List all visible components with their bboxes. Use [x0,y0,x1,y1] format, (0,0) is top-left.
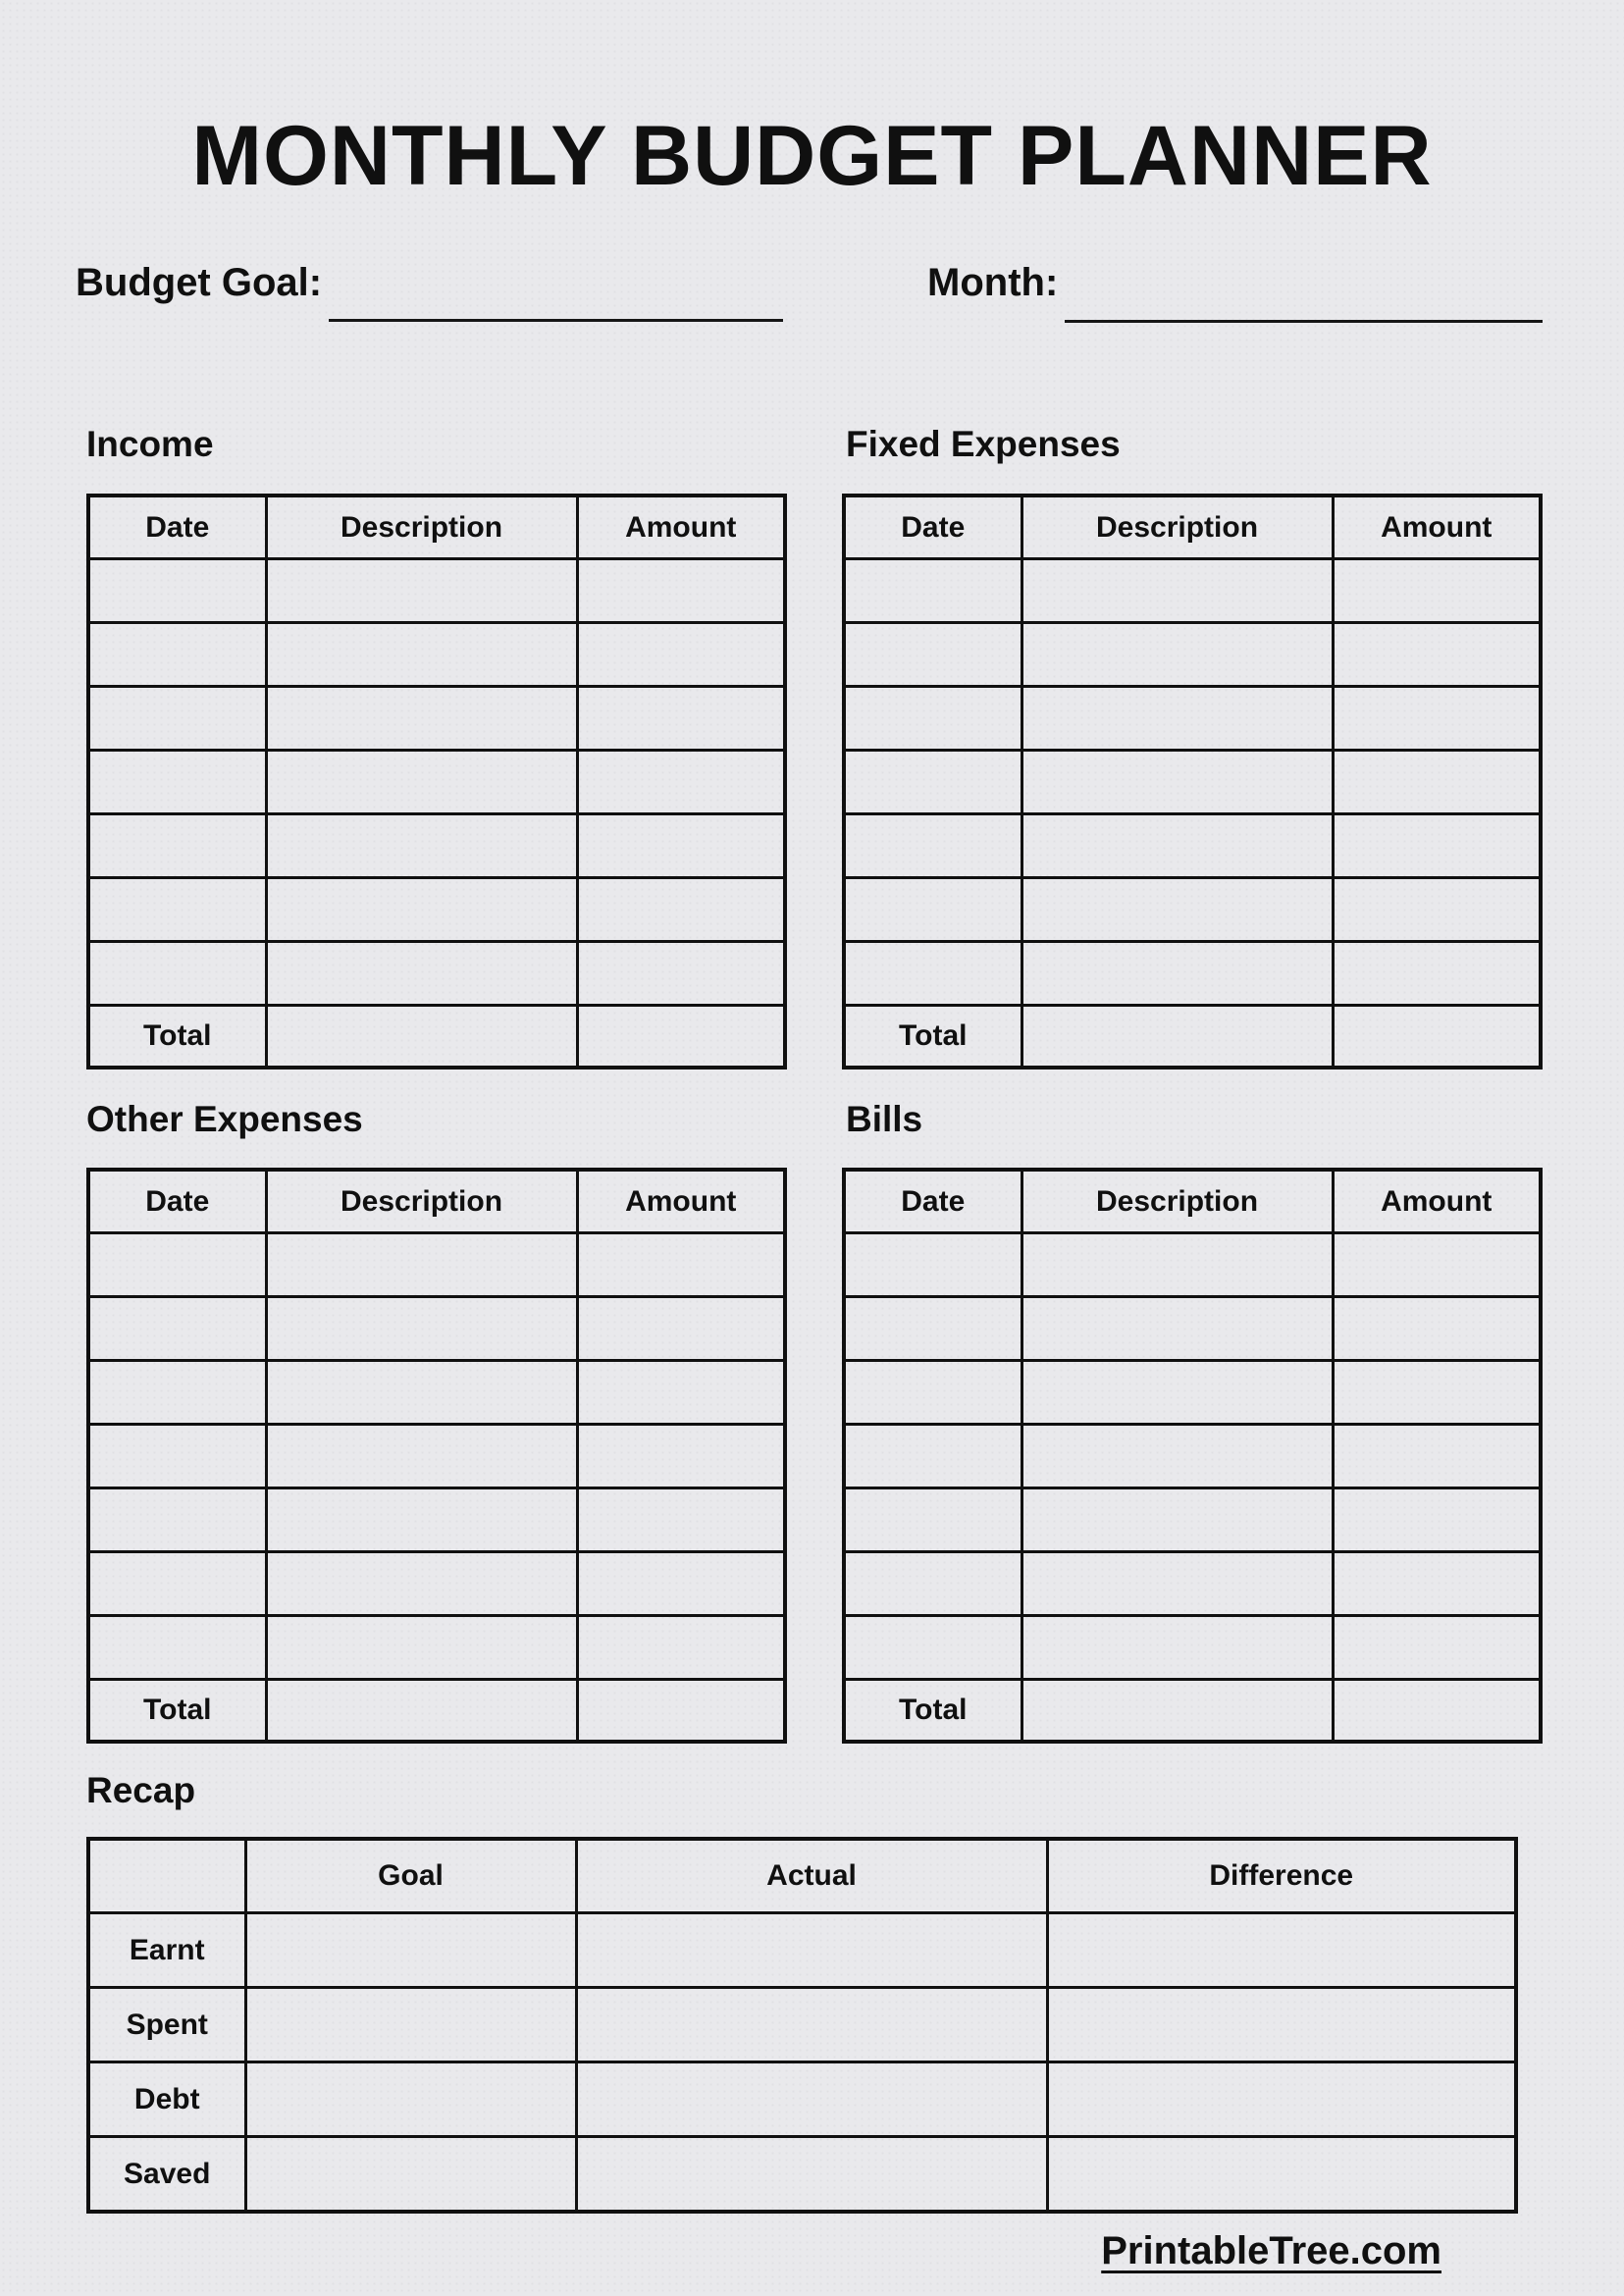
footer-site-link[interactable]: PrintableTree.com [1101,2229,1441,2272]
other-expenses-blank-cell [577,1297,785,1361]
other-expenses-blank-cell [577,1488,785,1552]
fixed-expenses-blank-cell [844,623,1022,687]
fixed-expenses-blank-row [844,751,1541,814]
income-blank-cell [88,559,266,623]
fixed-expenses-blank-cell [844,687,1022,751]
recap-row-earnt [88,1913,1516,1988]
bills-blank-row [844,1361,1541,1425]
bills-total-amount-cell [1333,1680,1541,1743]
bills-table-mount [842,1168,1543,1744]
budget-goal-fill-in-line [329,319,783,322]
recap-actual-blank-cell [576,2062,1047,2137]
recap-row-saved [88,2137,1516,2213]
bills-blank-row [844,1297,1541,1361]
income-total-row [88,1006,785,1069]
other-expenses-blank-row [88,1361,785,1425]
fixed-expenses-blank-cell [1333,878,1541,942]
income-blank-row [88,559,785,623]
other-expenses-blank-cell [88,1616,266,1680]
fixed-expenses-blank-cell [1022,878,1333,942]
column-header-description: Description [1022,496,1333,559]
bills-blank-cell [1022,1488,1333,1552]
other-expenses-blank-row [88,1552,785,1616]
other-expenses-blank-cell [88,1233,266,1297]
income-blank-row [88,878,785,942]
other-expenses-blank-cell [88,1552,266,1616]
fixed-expenses-blank-cell [1022,814,1333,878]
income-blank-cell [88,623,266,687]
income-blank-row [88,623,785,687]
recap-goal-blank-cell [245,2137,576,2213]
income-blank-cell [577,814,785,878]
fixed-expenses-blank-cell [1022,751,1333,814]
recap-row-label-cell: Debt [88,2062,245,2137]
recap-actual-blank-cell [576,1988,1047,2062]
other-expenses-blank-cell [266,1488,577,1552]
income-blank-row [88,814,785,878]
bills-total-blank-cell [1022,1680,1333,1743]
recap-row-label-cell: Earnt [88,1913,245,1988]
fixed-expenses-blank-cell [844,751,1022,814]
fixed-expenses-blank-cell [1333,559,1541,623]
bills-table [842,1168,1543,1744]
other-expenses-blank-cell [88,1488,266,1552]
income-header-row [88,496,785,559]
recap-row-label-cell: Spent [88,1988,245,2062]
income-blank-cell [266,814,577,878]
fixed-expenses-blank-cell [1022,687,1333,751]
column-header-date: Date [88,496,266,559]
bills-blank-cell [844,1425,1022,1488]
income-blank-cell [577,942,785,1006]
bills-blank-row [844,1233,1541,1297]
column-header-date: Date [88,1170,266,1233]
bills-blank-cell [1022,1552,1333,1616]
total-label-cell: Total [88,1680,266,1743]
total-label-cell: Total [88,1006,266,1069]
other-expenses-blank-cell [577,1552,785,1616]
other-expenses-blank-cell [577,1425,785,1488]
income-blank-row [88,942,785,1006]
other-expenses-table-mount [86,1168,787,1744]
fixed-expenses-blank-row [844,942,1541,1006]
other-expenses-blank-row [88,1297,785,1361]
income-blank-cell [266,878,577,942]
income-blank-cell [88,942,266,1006]
income-total-blank-cell [266,1006,577,1069]
column-header-amount: Amount [577,1170,785,1233]
fixed-expenses-blank-cell [844,559,1022,623]
recap-table [86,1837,1518,2214]
other-expenses-section-heading: Other Expenses [86,1099,363,1139]
bills-blank-cell [1022,1361,1333,1425]
recap-row-spent [88,1988,1516,2062]
other-expenses-blank-row [88,1233,785,1297]
other-expenses-table [86,1168,787,1744]
fixed-expenses-section-heading: Fixed Expenses [846,424,1121,464]
bills-blank-cell [844,1616,1022,1680]
fixed-expenses-blank-row [844,878,1541,942]
fixed-expenses-blank-row [844,687,1541,751]
bills-blank-cell [844,1361,1022,1425]
bills-blank-cell [1022,1425,1333,1488]
fixed-expenses-blank-cell [1022,623,1333,687]
recap-corner-cell [88,1839,245,1913]
fixed-expenses-table-mount [842,494,1543,1070]
fixed-expenses-blank-cell [844,878,1022,942]
recap-column-header-difference: Difference [1047,1839,1516,1913]
bills-blank-cell [1333,1488,1541,1552]
other-expenses-blank-cell [266,1425,577,1488]
page-title: MONTHLY BUDGET PLANNER [191,109,1433,203]
income-blank-row [88,751,785,814]
column-header-amount: Amount [1333,1170,1541,1233]
bills-blank-cell [1333,1425,1541,1488]
bills-blank-row [844,1488,1541,1552]
fixed-expenses-blank-row [844,559,1541,623]
bills-blank-row [844,1616,1541,1680]
bills-blank-cell [1022,1616,1333,1680]
bills-blank-cell [1333,1297,1541,1361]
recap-difference-blank-cell [1047,1913,1516,1988]
income-blank-cell [577,687,785,751]
income-blank-cell [577,559,785,623]
bills-blank-cell [1333,1552,1541,1616]
column-header-date: Date [844,496,1022,559]
recap-actual-blank-cell [576,1913,1047,1988]
other-expenses-blank-cell [88,1425,266,1488]
fixed-expenses-blank-row [844,623,1541,687]
income-blank-cell [266,751,577,814]
fixed-expenses-blank-cell [1333,942,1541,1006]
column-header-amount: Amount [577,496,785,559]
income-blank-cell [88,878,266,942]
income-total-amount-cell [577,1006,785,1069]
other-expenses-blank-cell [266,1616,577,1680]
fixed-expenses-blank-cell [1022,942,1333,1006]
income-blank-row [88,687,785,751]
income-blank-cell [577,623,785,687]
other-expenses-blank-cell [577,1361,785,1425]
other-expenses-total-row [88,1680,785,1743]
fixed-expenses-blank-row [844,814,1541,878]
budget-goal-label: Budget Goal: [76,261,323,304]
other-expenses-blank-cell [266,1552,577,1616]
total-label-cell: Total [844,1006,1022,1069]
recap-column-header-actual: Actual [576,1839,1047,1913]
recap-goal-blank-cell [245,2062,576,2137]
income-blank-cell [266,687,577,751]
bills-blank-row [844,1425,1541,1488]
bills-total-row [844,1680,1541,1743]
recap-difference-blank-cell [1047,1988,1516,2062]
income-blank-cell [266,559,577,623]
bills-blank-cell [844,1233,1022,1297]
other-expenses-header-row [88,1170,785,1233]
column-header-description: Description [266,496,577,559]
recap-goal-blank-cell [245,1988,576,2062]
recap-header-row [88,1839,1516,1913]
other-expenses-blank-row [88,1616,785,1680]
fixed-expenses-blank-cell [844,814,1022,878]
bills-section-heading: Bills [846,1099,923,1139]
column-header-amount: Amount [1333,496,1541,559]
fixed-expenses-table [842,494,1543,1070]
month-fill-in-line [1065,320,1543,323]
recap-section-heading: Recap [86,1770,196,1810]
other-expenses-blank-row [88,1488,785,1552]
fixed-expenses-blank-cell [1333,751,1541,814]
recap-column-header-goal: Goal [245,1839,576,1913]
income-blank-cell [266,942,577,1006]
income-blank-cell [88,814,266,878]
total-label-cell: Total [844,1680,1022,1743]
other-expenses-blank-cell [577,1616,785,1680]
recap-actual-blank-cell [576,2137,1047,2213]
other-expenses-blank-cell [88,1361,266,1425]
bills-blank-cell [1333,1361,1541,1425]
fixed-expenses-blank-cell [1333,814,1541,878]
recap-difference-blank-cell [1047,2137,1516,2213]
bills-blank-cell [1333,1233,1541,1297]
fixed-expenses-total-row [844,1006,1541,1069]
income-blank-cell [88,687,266,751]
bills-blank-cell [1022,1233,1333,1297]
income-blank-cell [88,751,266,814]
column-header-date: Date [844,1170,1022,1233]
bills-blank-cell [844,1297,1022,1361]
other-expenses-blank-cell [266,1361,577,1425]
fixed-expenses-header-row [844,496,1541,559]
recap-goal-blank-cell [245,1913,576,1988]
fixed-expenses-blank-cell [1333,623,1541,687]
bills-blank-row [844,1552,1541,1616]
bills-blank-cell [844,1552,1022,1616]
recap-difference-blank-cell [1047,2062,1516,2137]
other-expenses-blank-cell [266,1297,577,1361]
other-expenses-blank-cell [577,1233,785,1297]
income-table-mount [86,494,787,1070]
income-section-heading: Income [86,424,214,464]
fixed-expenses-blank-cell [1022,559,1333,623]
bills-blank-cell [844,1488,1022,1552]
bills-blank-cell [1333,1616,1541,1680]
bills-blank-cell [1022,1297,1333,1361]
fixed-expenses-total-amount-cell [1333,1006,1541,1069]
other-expenses-blank-row [88,1425,785,1488]
income-blank-cell [266,623,577,687]
income-blank-cell [577,878,785,942]
fixed-expenses-blank-cell [1333,687,1541,751]
bills-header-row [844,1170,1541,1233]
income-table [86,494,787,1070]
recap-row-label-cell: Saved [88,2137,245,2213]
other-expenses-blank-cell [266,1233,577,1297]
fixed-expenses-blank-cell [844,942,1022,1006]
column-header-description: Description [1022,1170,1333,1233]
recap-table-mount [86,1837,1518,2214]
recap-row-debt [88,2062,1516,2137]
other-expenses-blank-cell [88,1297,266,1361]
month-label: Month: [927,261,1059,304]
other-expenses-total-amount-cell [577,1680,785,1743]
income-blank-cell [577,751,785,814]
other-expenses-total-blank-cell [266,1680,577,1743]
column-header-description: Description [266,1170,577,1233]
fixed-expenses-total-blank-cell [1022,1006,1333,1069]
